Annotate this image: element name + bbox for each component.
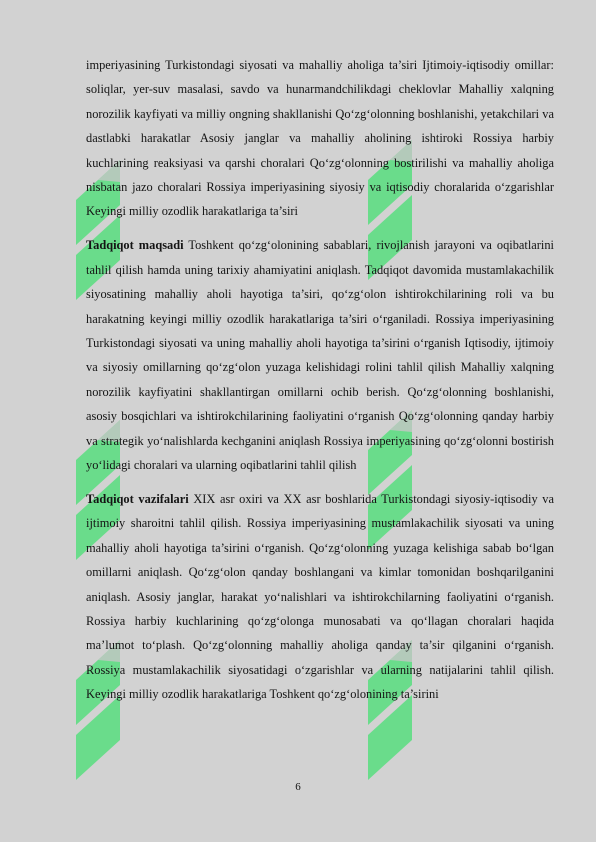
- research-goal-text: Toshkent qo‘zg‘olonining sabablari, rivojlanish jarayoni va oqibatlarini tahlil qilish hamda uning tarixiy ahamiyatini aniqlash. Tadqiqot davomida mustamlakachilik siyosatining mahalliy aholi hayotiga ta’siri, qo‘zg‘olon ishtirokchilarining roli va bu harakatning keyingi milliy ozodlik harakatlariga ta’siri o‘rganiladi. Rossiya imperiyasining Turkistondagi siyosati va uning mahalliy aholi hayotiga ta’sirini o‘rganish Iqtisodiy, ijtimoiy va siyosiy omillarning qo‘zg‘olon yuzaga kelishidagi rolini tahlil qilish Mahalliy xalqning norozilik kayfiyatini shakllantirgan omillarni ochib berish. Qo‘zg‘olonning boshlanishi, asosiy bosqichlari va ishtirokchilarining faoliyatini o‘rganish Qo‘zg‘olonning qanday harbiy va strategik yo‘nalishlarda kechganini aniqlash Rossiya imperiyasining qo‘zg‘olonni bostirish yo‘lidagi choralari va ularning oqibatlarini tahlil qilish: [86, 238, 554, 472]
- page-number: 6: [295, 781, 301, 793]
- research-goal-paragraph: [86, 233, 554, 477]
- research-tasks-heading: Tadqiqot vazifalari: [86, 491, 189, 506]
- intro-paragraph: imperiyasining Turkistondagi siyosati va mahalliy aholiga ta’siri Ijtimoiy-iqtisodiy omillar: soliqlar, yer-suv masalasi, savdo va hunarmandchilikdagi cheklovlar Mahalliy xalqning norozilik kayfiyati va milliy ongning shakllanishi Qo‘zg‘olonning boshlanishi, yetakchilari va dastlabki harakatlar Asosiy janglar va mahalliy aholining ishtiroki Rossiya harbiy kuchlarining reaksiyasi va qarshi choralari Qo‘zg‘olonning bostirilishi va mahalliy aholiga nisbatan jazo choralari Rossiya imperiyasining siyosiy va iqtisodiy choralarida o‘zgarishlar Keyingi milliy ozodlik harakatlariga ta’siri: [86, 58, 554, 219]
- research-goal-heading: Tadqiqot maqsadi: [86, 238, 184, 253]
- research-tasks-text: XIX asr oxiri va XX asr boshlarida Turkistondagi siyosiy-iqtisodiy va ijtimoiy sharoitni tahlil qilish. Rossiya imperiyasining mustamlakachilik siyosati va uning mahalliy aholi hayotiga ta’sirini o‘rganish. Qo‘zg‘olonning yuzaga kelishiga sabab bo‘lgan omillarni aniqlash. Qo‘zg‘olon qanday boshlangani va kimlar tomonidan boshqarilganini aniqlash. Asosiy janglar, harakat yo‘nalishlari va ishtirokchilarning faoliyatini o‘rganish. Rossiya harbiy kuchlarining qo‘zg‘olonga munosabati va qo‘llagan choralari haqida ma’lumot to‘plash. Qo‘zg‘olonning mahalliy aholiga qanday ta’sir qilganini o‘rganish. Rossiya mustamlakachilik siyosatidagi o‘zgarishlar va ularning natijalarini tahlil qilish. Keyingi milliy ozodlik harakatlariga Toshkent qo‘zg‘olonining ta’sirini: [86, 491, 555, 702]
- document-body: [86, 53, 554, 716]
- research-tasks-paragraph: [86, 487, 554, 707]
